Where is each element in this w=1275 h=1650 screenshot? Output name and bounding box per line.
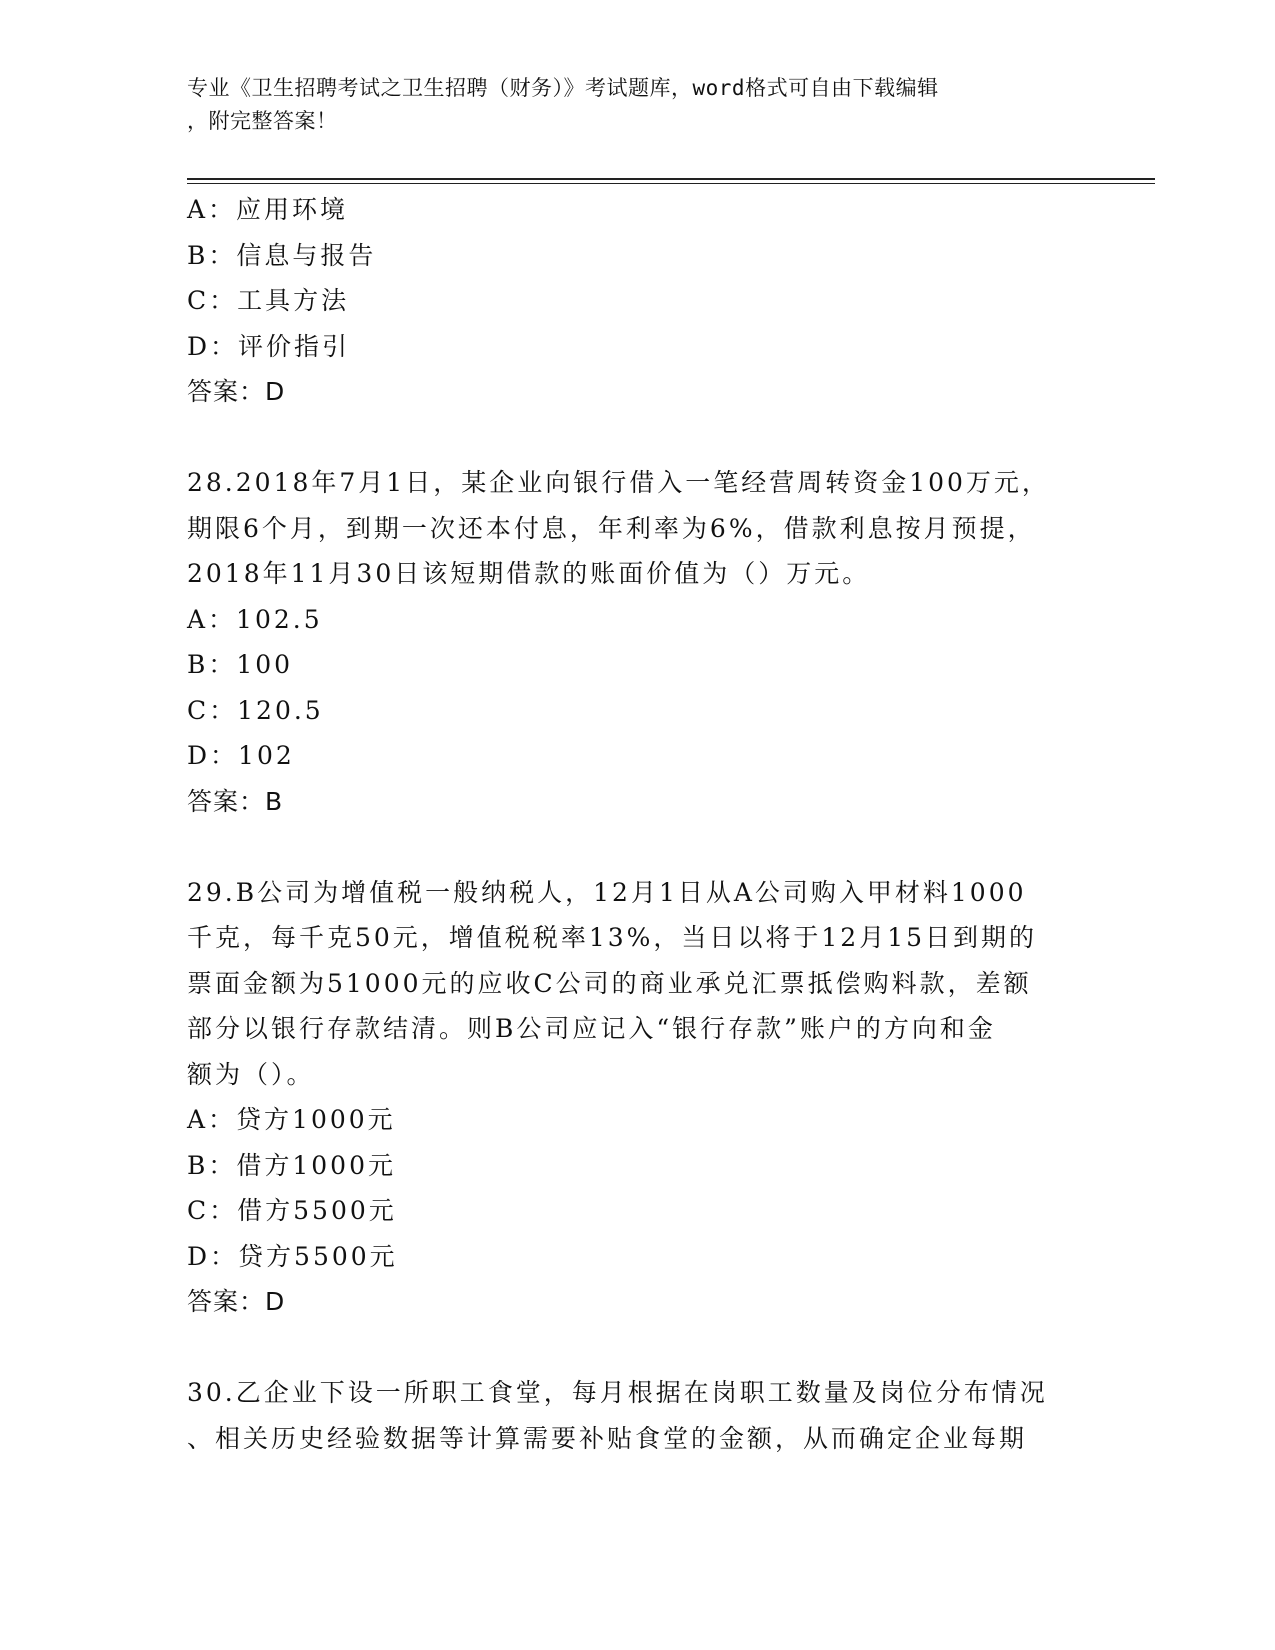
option-c: C：工具方法 <box>187 286 350 315</box>
question-stem-line: 票面金额为51000元的应收C公司的商业承兑汇票抵偿购料款，差额 <box>187 968 1032 998</box>
option-a: A：应用环境 <box>187 195 349 224</box>
spacer <box>187 1325 1067 1371</box>
header-title-line: 专业《卫生招聘考试之卫生招聘（财务）》考试题库，word格式可自由下载编辑 <box>187 76 939 100</box>
option-d: D：贷方5500元 <box>187 1241 398 1271</box>
question-stem-line: 30.乙企业下设一所职工食堂，每月根据在岗职工数量及岗位分布情况 <box>187 1378 1048 1407</box>
spacer <box>187 824 1067 870</box>
question-stem-line: 2018年11月30日该短期借款的账面价值为（）万元。 <box>187 559 871 588</box>
option-d: D：102 <box>187 741 295 770</box>
header-divider-thick <box>187 178 1155 180</box>
answer-line: 答案：D <box>187 1287 286 1316</box>
question-stem-line: 、相关历史经验数据等计算需要补贴食堂的金额，从而确定企业每期 <box>187 1423 1028 1453</box>
question-stem-line: 29.B公司为增值税一般纳税人，12月1日从A公司购入甲材料1000 <box>187 877 1027 907</box>
question-29 <box>187 870 1067 1325</box>
option-a: A：贷方1000元 <box>187 1105 396 1134</box>
header-divider-thin <box>187 183 1155 184</box>
option-b: B：借方1000元 <box>187 1150 396 1180</box>
document-header <box>187 72 1087 138</box>
option-b: B：100 <box>187 650 294 679</box>
question-stem-line: 额为（）。 <box>187 1059 315 1089</box>
answer-line: 答案：D <box>187 377 286 406</box>
option-d: D：评价指引 <box>187 331 351 361</box>
option-c: C：120.5 <box>187 695 324 725</box>
question-27 <box>187 187 1067 415</box>
question-stem-line: 28.2018年7月1日，某企业向银行借入一笔经营周转资金100万元， <box>187 468 1050 497</box>
option-c: C：借方5500元 <box>187 1196 397 1225</box>
spacer <box>187 415 1067 461</box>
question-stem-line: 期限6个月，到期一次还本付息，年利率为6%，借款利息按月预提， <box>187 513 1036 543</box>
header-title-line-continued: ，附完整答案！ <box>187 109 338 133</box>
option-a: A：102.5 <box>187 604 323 634</box>
question-list <box>187 187 1067 1461</box>
question-28 <box>187 460 1067 824</box>
question-30 <box>187 1370 1067 1461</box>
option-b: B：信息与报告 <box>187 240 377 270</box>
question-stem-line: 部分以银行存款结清。则B公司应记入“银行存款”账户的方向和金 <box>187 1014 996 1043</box>
answer-line: 答案：B <box>187 786 284 816</box>
question-stem-line: 千克，每千克50元，增值税税率13%，当日以将于12月15日到期的 <box>187 923 1038 952</box>
